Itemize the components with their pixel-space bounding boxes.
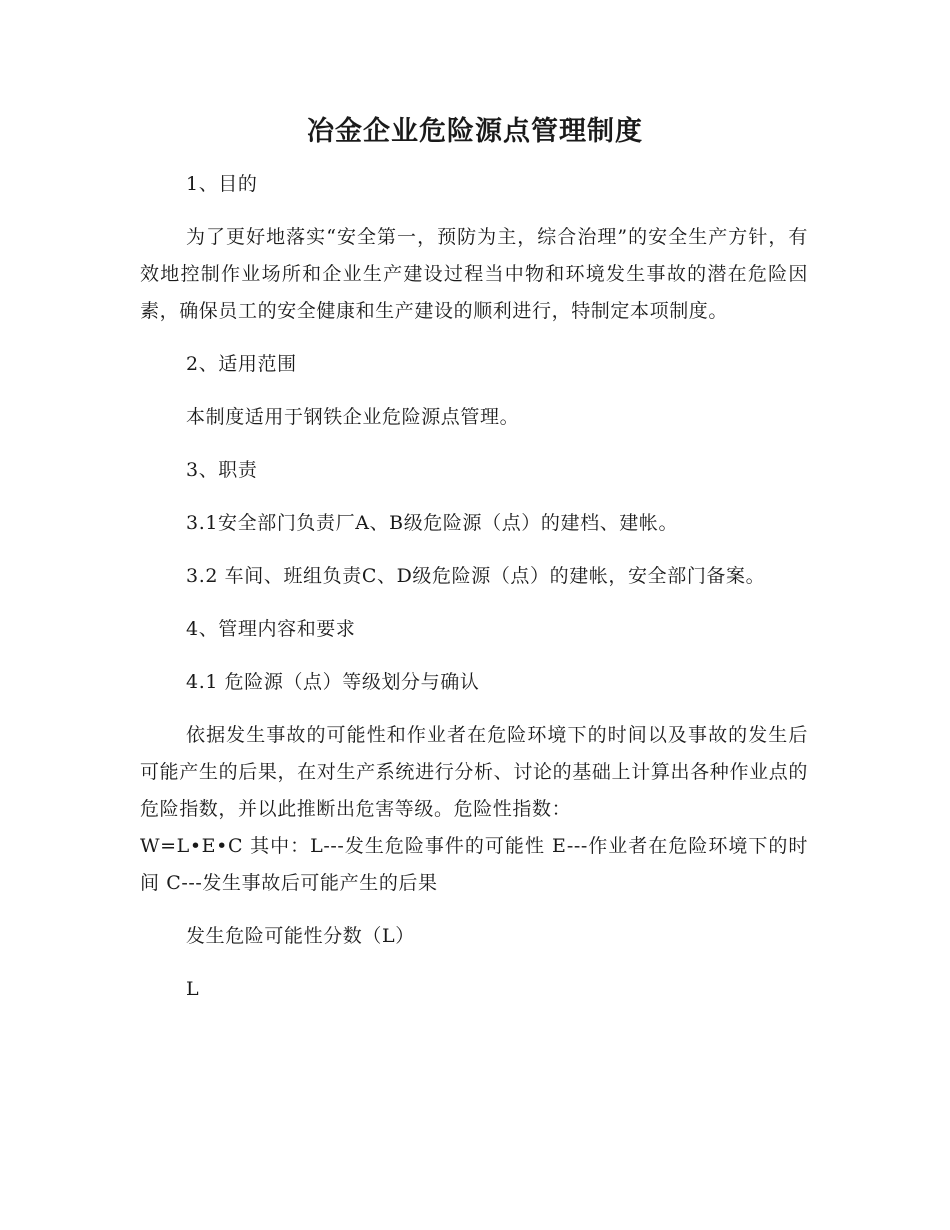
paragraph-scope: 本制度适用于钢铁企业危险源点管理。 [186,406,520,428]
paragraph-likelihood-heading: 发生危险可能性分数（L） [186,925,415,947]
section-heading-purpose: 1、目的 [186,173,258,195]
risk-index-block [140,717,808,902]
section-heading-management: 4、管理内容和要求 [186,618,356,640]
paragraph-risk-index: 依据发生事故的可能性和作业者在危险环境下的时间以及事故的发生后可能产生的后果，在对生产系统进行分析、讨论的基础上计算出各种作业点的危险指数，并以此推断出危害等级。危险性指数： [140,724,808,820]
document-body [140,166,808,1024]
paragraph-purpose: 为了更好地落实“安全第一，预防为主，综合治理”的安全生产方针，有效地控制作业场所和企业生产建设过程当中物和环境发生事故的潜在危险因素，确保员工的安全健康和生产建设的顺利进行，特制定本项制度。 [140,226,808,322]
subsection-heading-4-1: 4.1 危险源（点）等级划分与确认 [186,671,480,693]
paragraph-likelihood-label: L [186,978,200,1000]
section-heading-scope: 2、适用范围 [186,353,297,375]
paragraph-duty-3-1: 3.1安全部门负责厂A、B级危险源（点）的建档、建帐。 [186,512,679,534]
paragraph-duty-3-2: 3.2 车间、班组负责C、D级危险源（点）的建帐，安全部门备案。 [186,565,766,587]
paragraph-formula: W=L•E•C 其中：L---发生危险事件的可能性 E---作业者在危险环境下的时间 C---发生事故后可能产生的后果 [140,835,808,894]
section-heading-duties: 3、职责 [186,459,258,481]
document-title: 冶金企业危险源点管理制度 [307,116,643,147]
